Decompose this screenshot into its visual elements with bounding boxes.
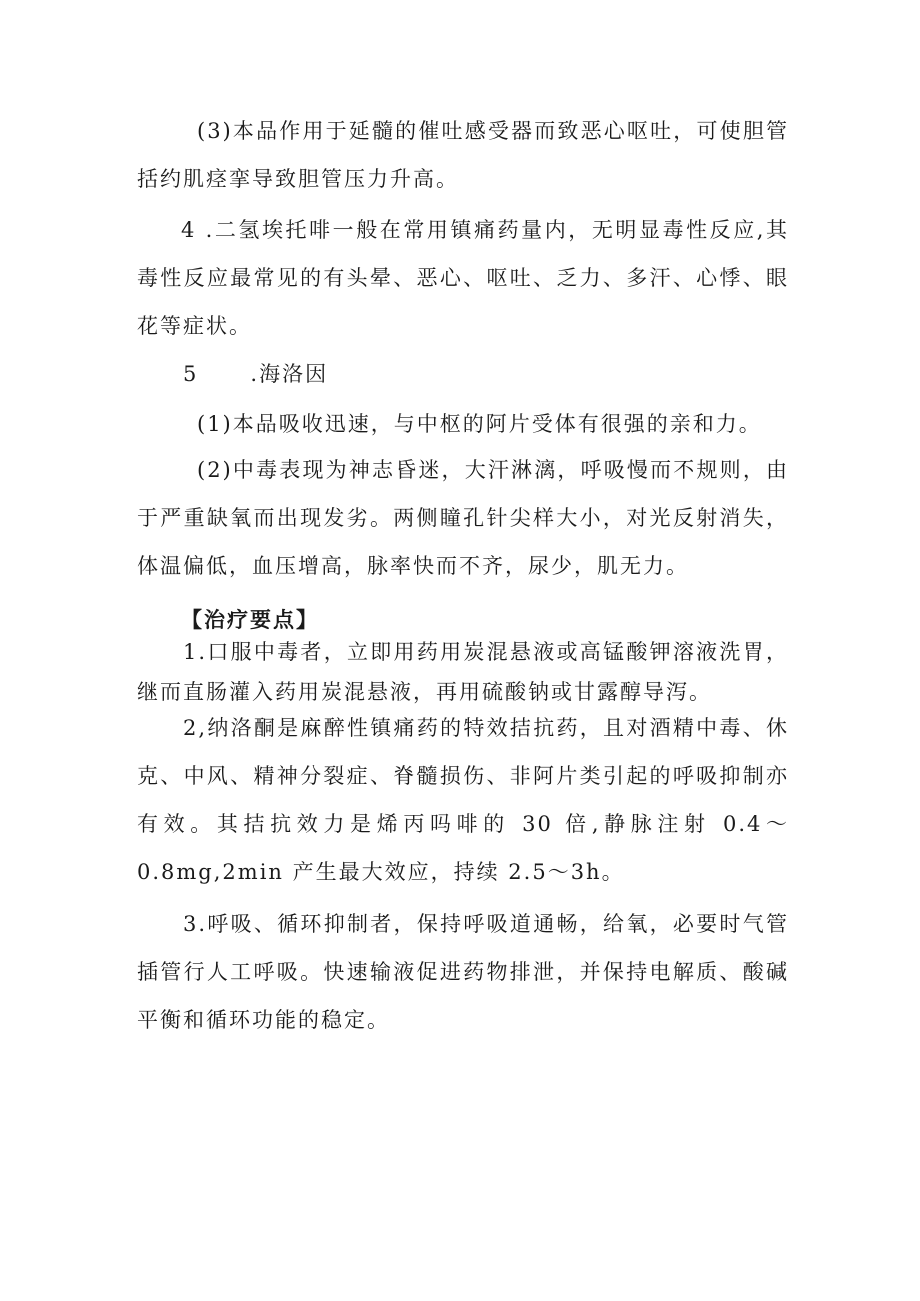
text-line: (2)中毒表现为神志昏迷，大汗淋漓，呼吸慢而不规则，由 — [197, 458, 789, 482]
text-line: 括约肌痉挛导致胆管压力升高。 — [137, 167, 459, 191]
paragraph-item-5-2 — [137, 446, 789, 590]
text-line: 花等症状。 — [137, 314, 252, 338]
text-line: 1.口服中毒者，立即用药用炭混悬液或高锰酸钾溶液洗胃， — [183, 640, 789, 664]
paragraph-item-4 — [137, 206, 789, 350]
text-line: 3.呼吸、循环抑制者，保持呼吸道通畅，给氧，必要时气管 — [183, 912, 789, 936]
treatment-point-2 — [137, 704, 789, 896]
treatment-point-3 — [137, 900, 789, 1044]
text-line: 于严重缺氧而出现发劣。两侧瞳孔针尖样大小，对光反射消失， — [137, 506, 789, 530]
text-line: 2,纳洛酮是麻醉性镇痛药的特效拮抗药，且对酒精中毒、休 — [183, 716, 789, 740]
text-line: 体温偏低，血压增高，脉率快而不齐，尿少，肌无力。 — [137, 554, 689, 578]
text-line: (3)本品作用于延髓的催吐感受器而致恶心呕吐，可使胆管 — [197, 119, 789, 143]
text-line: 5 .海洛因 — [183, 362, 329, 386]
text-line: 平衡和循环功能的稳定。 — [137, 1008, 390, 1032]
paragraph-item-5-1 — [137, 400, 789, 448]
text-line: 插管行人工呼吸。快速输液促进药物排泄，并保持电解质、酸碱 — [137, 960, 789, 984]
text-line: 4 .二氢埃托啡一般在常用镇痛药量内，无明显毒性反应,其 — [181, 218, 789, 242]
text-line: 继而直肠灌入药用炭混悬液，再用硫酸钠或甘露醇导泻。 — [137, 680, 712, 704]
heading-heroin — [137, 350, 789, 398]
text-line: 【治疗要点】 — [181, 607, 319, 632]
text-line: (1)本品吸收迅速，与中枢的阿片受体有很强的亲和力。 — [197, 412, 762, 436]
text-line: 毒性反应最常见的有头晕、恶心、呕吐、乏力、多汗、心悸、眼 — [137, 266, 789, 290]
text-line: 有效。其拮抗效力是烯丙吗啡的 30 倍,静脉注射 0.4～ — [137, 812, 789, 836]
paragraph-item-3 — [137, 107, 789, 203]
text-line: 克、中风、精神分裂症、脊髓损伤、非阿片类引起的呼吸抑制亦 — [137, 764, 789, 788]
text-line: 0.8mg,2min 产生最大效应，持续 2.5～3h。 — [137, 860, 625, 884]
treatment-point-1 — [137, 632, 789, 712]
